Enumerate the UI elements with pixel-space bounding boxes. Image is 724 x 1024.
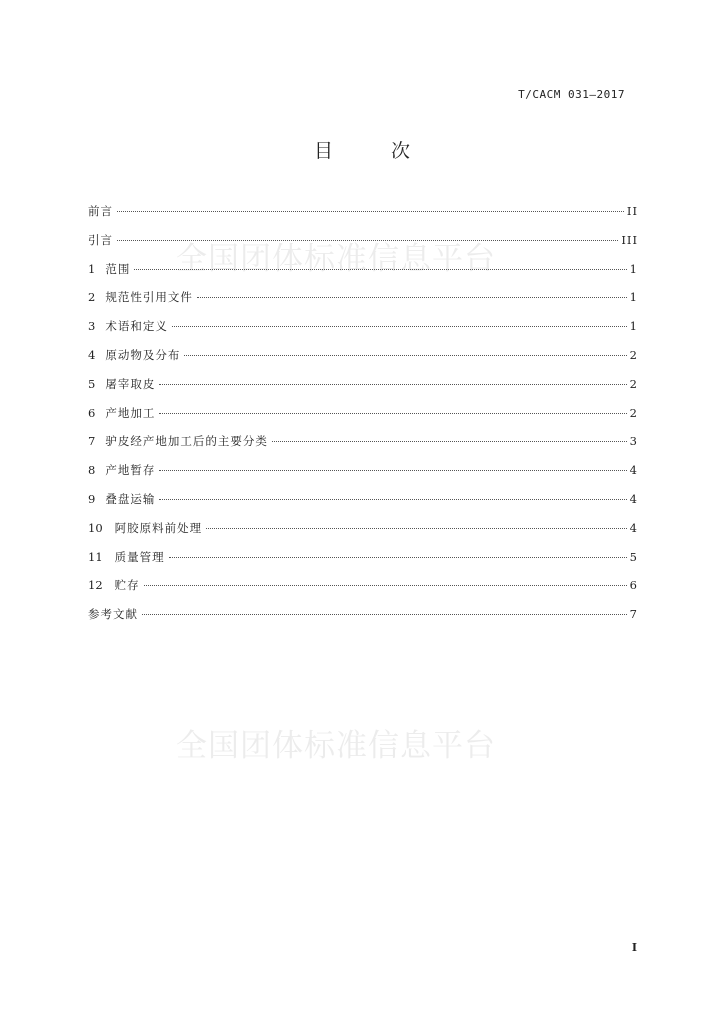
toc-entry-page: 4 [629,520,638,535]
toc-entry[interactable] [88,489,638,518]
toc-entry-page: II [626,204,638,218]
toc-dot-leader [159,470,626,471]
toc-entry[interactable] [88,460,638,489]
toc-entry-label: 范围 [105,261,131,276]
toc-entry-page: 5 [629,549,638,564]
toc-dot-leader [172,326,627,327]
toc-entry-label: 产地加工 [105,405,156,420]
toc-entry[interactable] [88,575,638,604]
toc-entry-number: 7 [88,434,96,449]
toc-entry[interactable] [88,604,638,633]
toc-entry-number: 1 [88,261,96,276]
toc-entry[interactable] [88,403,638,432]
toc-dot-leader [134,269,626,270]
toc-entry-page: 1 [629,261,638,276]
toc-entry-label: 引言 [88,232,113,247]
toc-entry-page: 7 [629,607,638,622]
toc-entry-number: 12 [88,578,103,593]
toc-entry[interactable] [88,518,638,547]
toc-entry-number: 4 [88,347,96,362]
watermark-text: 全国团体标准信息平台 [176,241,496,277]
toc-entry-number: 11 [88,549,103,564]
toc-entry[interactable] [88,201,638,230]
toc-entry-label: 质量管理 [114,549,165,564]
toc-entry[interactable] [88,316,638,345]
toc-entry-label: 屠宰取皮 [105,376,156,391]
toc-dot-leader [159,499,626,500]
toc-dot-leader [159,413,626,414]
toc-entry-number: 2 [88,290,96,305]
toc-dot-leader [117,240,618,241]
toc-entry-number: 8 [88,463,96,478]
toc-entry-label: 术语和定义 [105,319,168,334]
toc-entry-label: 规范性引用文件 [105,290,193,305]
toc-dot-leader [272,441,627,442]
toc-entry[interactable] [88,547,638,576]
toc-entry-label: 参考文献 [88,607,138,622]
toc-entry-label: 驴皮经产地加工后的主要分类 [105,434,268,449]
toc-entry-label: 阿胶原料前处理 [114,520,203,535]
toc-entry-number: 9 [88,491,96,506]
watermark-text: 全国团体标准信息平台 [176,728,496,764]
toc-dot-leader [169,557,627,558]
toc-entry-number: 3 [88,319,96,334]
toc-entry-label: 贮存 [114,578,140,593]
toc-entry-label: 原动物及分布 [105,347,181,362]
toc-entry[interactable] [88,431,638,460]
toc-entry[interactable] [88,230,638,259]
toc-entry[interactable] [88,287,638,316]
page-number: I [631,941,637,954]
standard-code: T/CACM 031—2017 [518,88,625,101]
toc-entry[interactable] [88,259,638,288]
toc-dot-leader [117,211,624,212]
toc-entry[interactable] [88,374,638,403]
toc-entry-page: 1 [629,319,638,334]
toc-entry-page: 4 [629,491,638,506]
toc-dot-leader [197,297,627,298]
toc-entry-page: 1 [629,290,638,305]
page-title: 目 次 [313,140,437,162]
toc-entry-label: 产地暂存 [105,463,156,478]
toc-dot-leader [144,585,627,586]
toc-entry-number: 6 [88,405,96,420]
toc-entry-label: 前言 [88,204,113,218]
toc-entry-page: 4 [629,463,638,478]
toc-entry-number: 10 [88,520,103,535]
toc-dot-leader [142,614,627,615]
toc-entry-page: 2 [629,376,638,391]
toc-entry-page: 3 [629,434,638,449]
table-of-contents [88,201,638,633]
toc-entry-page: 2 [629,347,638,362]
toc-entry-page: III [621,232,638,247]
toc-dot-leader [159,384,626,385]
toc-dot-leader [206,528,627,529]
toc-dot-leader [184,355,626,356]
toc-entry-number: 5 [88,376,96,391]
toc-entry-label: 叠盘运输 [105,491,156,506]
toc-entry[interactable] [88,345,638,374]
toc-entry-page: 2 [629,405,638,420]
toc-entry-page: 6 [629,578,638,593]
